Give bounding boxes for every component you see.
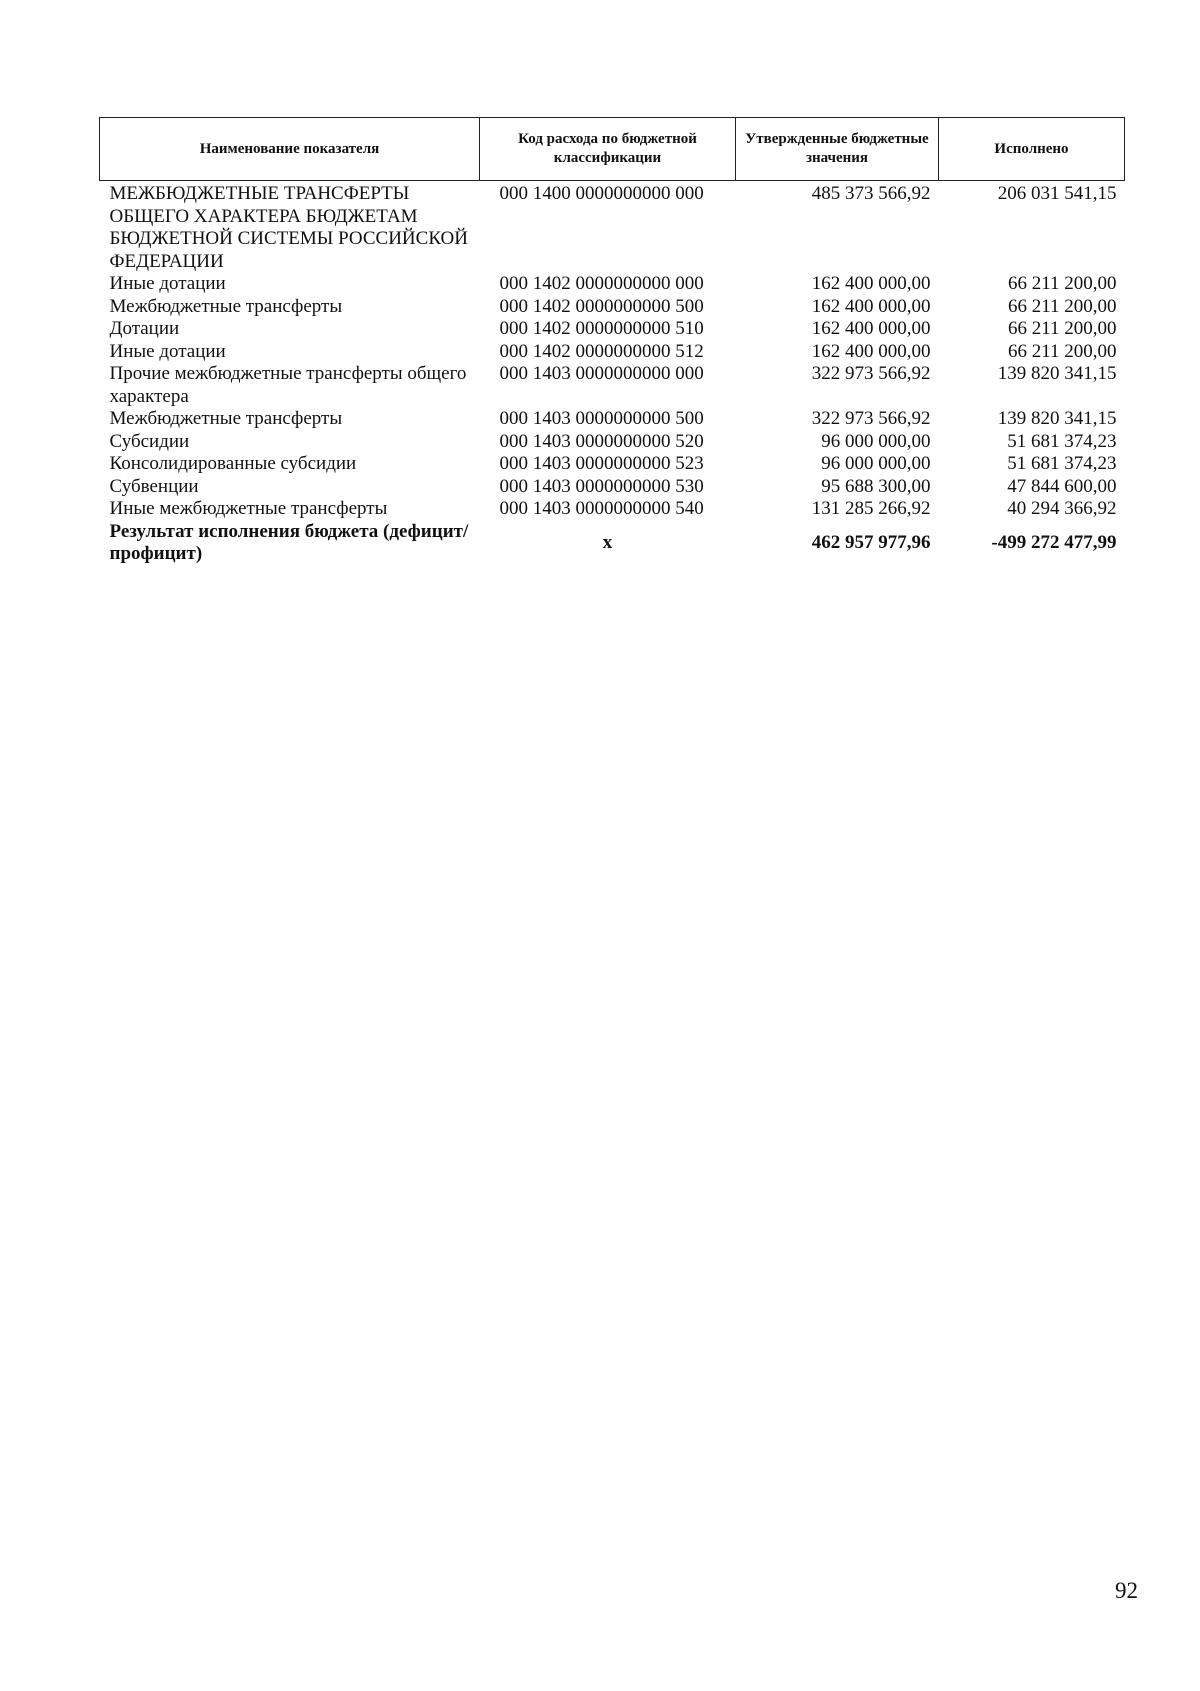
table-row <box>100 341 1125 364</box>
table-row <box>100 363 1125 408</box>
row-name: МЕЖБЮДЖЕТНЫЕ ТРАНСФЕРТЫ ОБЩЕГО ХАРАКТЕРА БЮДЖЕТАМ БЮДЖЕТНОЙ СИСТЕМЫ РОССИЙСКОЙ ФЕДЕРАЦИИ <box>109 183 468 272</box>
row-name: Субсидии <box>109 430 190 452</box>
row-executed: 66 211 200,00 <box>1007 340 1117 362</box>
row-name: Иные дотации <box>109 273 226 294</box>
table-row <box>100 431 1125 454</box>
row-approved: 162 400 000,00 <box>811 340 931 362</box>
row-executed: 51 681 374,23 <box>1007 430 1117 452</box>
row-approved: 322 973 566,92 <box>811 408 931 429</box>
row-code: 000 1403 0000000000 530 <box>499 475 704 497</box>
table-row <box>100 181 1125 274</box>
header-code: Код расхода по бюджетной классификации <box>480 118 736 181</box>
header-approved: Утвержденные бюджетные значения <box>736 118 939 181</box>
row-name: Субвенции <box>109 475 199 497</box>
row-name: Иные межбюджетные трансферты <box>109 498 388 519</box>
budget-table-wrapper <box>99 117 1124 566</box>
row-code: 000 1403 0000000000 500 <box>499 408 704 429</box>
row-approved: 96 000 000,00 <box>821 430 931 452</box>
result-code: x <box>602 531 613 553</box>
row-code: 000 1403 0000000000 523 <box>499 453 704 474</box>
row-executed: 40 294 366,92 <box>1007 498 1117 519</box>
table-header <box>100 118 1125 181</box>
row-approved: 162 400 000,00 <box>811 295 931 317</box>
row-name: Дотации <box>109 318 180 339</box>
header-name: Наименование показателя <box>100 118 480 181</box>
row-executed: 206 031 541,15 <box>997 183 1117 204</box>
row-executed: 66 211 200,00 <box>1007 295 1117 317</box>
row-approved: 322 973 566,92 <box>811 363 931 384</box>
row-approved: 162 400 000,00 <box>811 318 931 339</box>
row-code: 000 1403 0000000000 520 <box>499 430 704 452</box>
row-code: 000 1402 0000000000 500 <box>499 295 704 317</box>
table-row <box>100 273 1125 296</box>
row-name: Консолидированные субсидии <box>109 453 357 474</box>
budget-execution-table <box>99 117 1125 566</box>
header-executed: Исполнено <box>939 118 1125 181</box>
row-code: 000 1403 0000000000 540 <box>499 498 704 519</box>
row-executed: 66 211 200,00 <box>1007 273 1117 294</box>
row-name: Прочие межбюджетные трансферты общего характера <box>109 363 467 407</box>
table-row <box>100 408 1125 431</box>
row-executed: 139 820 341,15 <box>997 363 1117 384</box>
row-name: Межбюджетные трансферты <box>109 408 343 429</box>
table-row <box>100 498 1125 521</box>
row-approved: 95 688 300,00 <box>821 475 931 497</box>
row-approved: 131 285 266,92 <box>811 498 931 519</box>
row-code: 000 1402 0000000000 512 <box>499 340 704 362</box>
row-executed: 47 844 600,00 <box>1007 475 1117 497</box>
row-approved: 96 000 000,00 <box>821 453 931 474</box>
table-row <box>100 453 1125 476</box>
row-executed: 66 211 200,00 <box>1007 318 1117 339</box>
row-executed: 51 681 374,23 <box>1007 453 1117 474</box>
result-row <box>100 521 1125 566</box>
result-name: Результат исполнения бюджета (дефицит/профицит) <box>109 520 469 564</box>
table-row <box>100 296 1125 319</box>
result-approved: 462 957 977,96 <box>811 531 931 553</box>
row-code: 000 1400 0000000000 000 <box>499 183 704 204</box>
row-code: 000 1402 0000000000 510 <box>499 318 704 339</box>
header-row <box>100 118 1125 181</box>
row-approved: 485 373 566,92 <box>811 183 931 204</box>
table-body <box>100 181 1125 566</box>
row-name: Межбюджетные трансферты <box>109 295 343 317</box>
row-code: 000 1403 0000000000 000 <box>499 363 704 384</box>
row-executed: 139 820 341,15 <box>997 408 1117 429</box>
row-code: 000 1402 0000000000 000 <box>499 273 704 294</box>
table-row <box>100 476 1125 499</box>
row-name: Иные дотации <box>109 340 226 362</box>
row-approved: 162 400 000,00 <box>811 273 931 294</box>
result-executed: -499 272 477,99 <box>991 531 1117 553</box>
page-number: 92 <box>1115 1578 1138 1603</box>
table-row <box>100 318 1125 341</box>
